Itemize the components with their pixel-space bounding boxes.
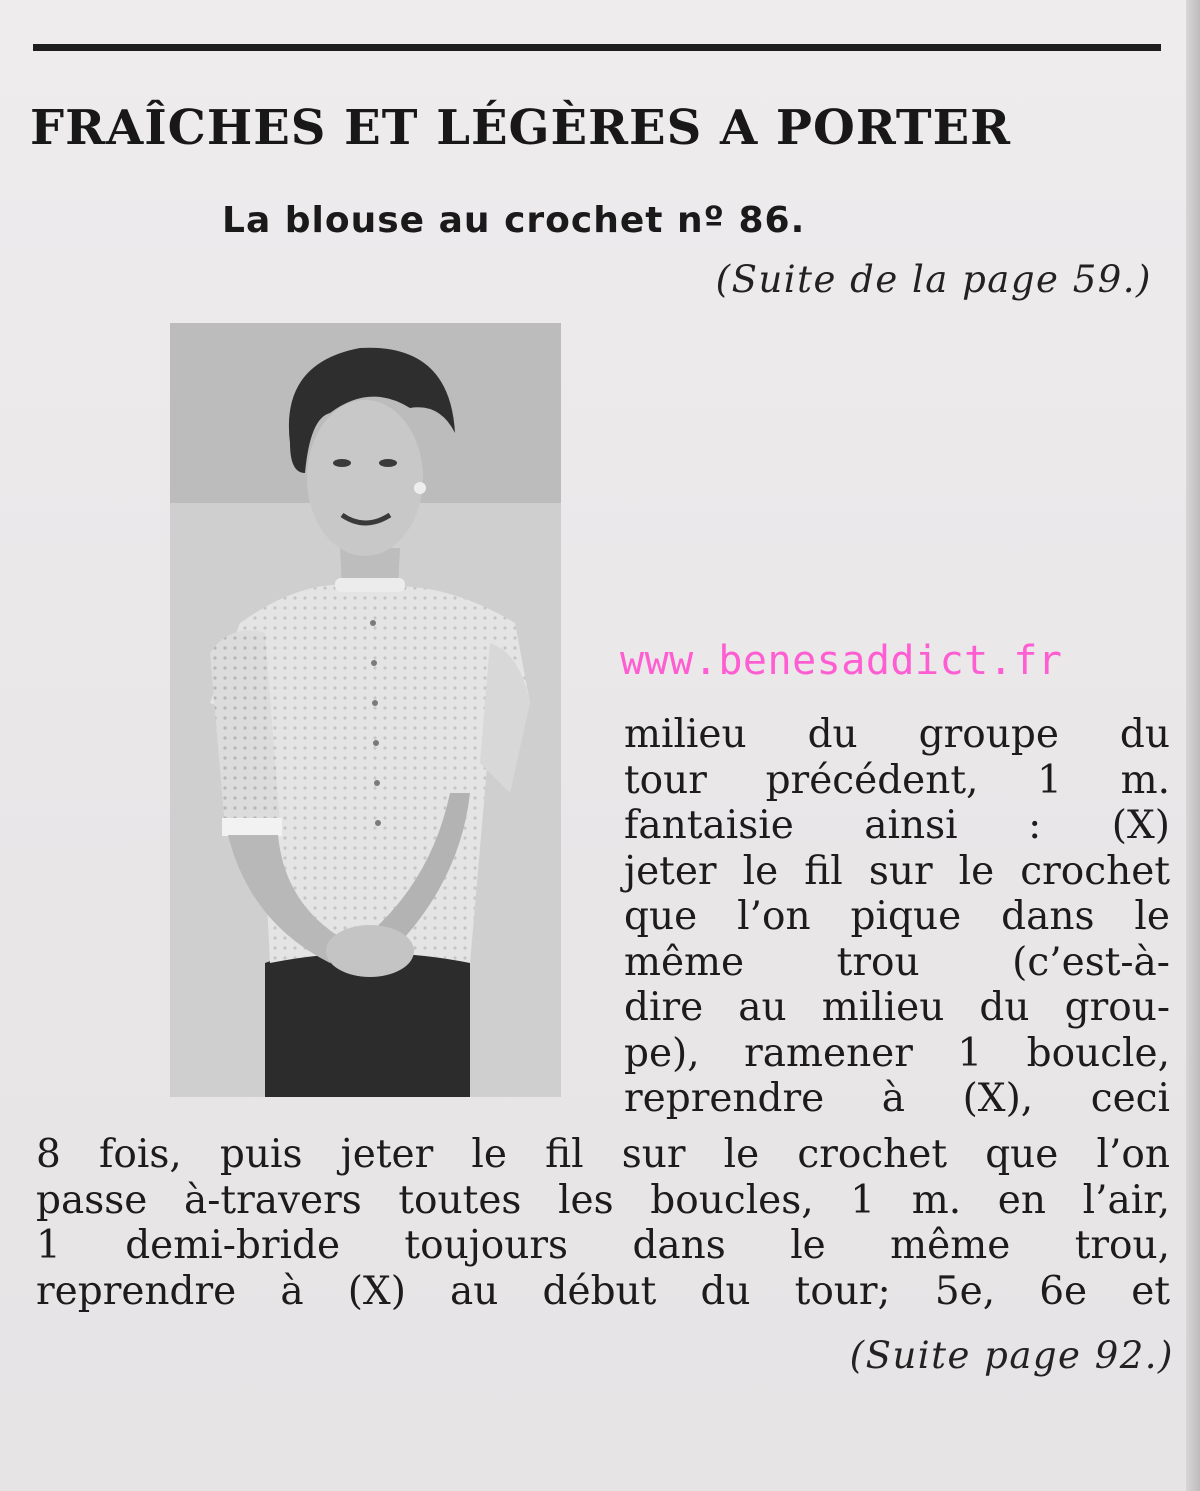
top-rule	[33, 44, 1161, 51]
column-text-line: même trou (c’est-à-	[624, 939, 1170, 985]
column-text-line: dire au milieu du grou-	[624, 985, 1170, 1030]
full-width-text-block	[36, 1132, 1170, 1314]
column-text-line: reprendre à (X), ceci	[624, 1076, 1170, 1121]
page-edge-shadow	[1186, 0, 1200, 1491]
full-text-line: 8 fois, puis jeter le fil sur le crochet que l’on	[36, 1132, 1170, 1177]
full-text-line: reprendre à (X) au début du tour; 5e, 6e et	[36, 1268, 1170, 1314]
woman-in-crochet-blouse-photo	[170, 323, 561, 1097]
subtitle: La blouse au crochet nº 86.	[222, 200, 806, 241]
column-text-line: que l’on pique dans le	[624, 894, 1170, 939]
column-text-line: pe), ramener 1 boucle,	[624, 1030, 1170, 1076]
column-text-line: tour précédent, 1 m.	[624, 757, 1170, 803]
column-text-line: jeter le fil sur le crochet	[624, 848, 1170, 894]
column-text-line: fantaisie ainsi : (X)	[624, 803, 1170, 848]
full-text-line: 1 demi-bride toujours dans le même trou,	[36, 1223, 1170, 1268]
column-text-block	[624, 712, 1170, 1122]
continued-to-note: (Suite page 92.)	[849, 1334, 1174, 1377]
full-text-line: passe à-travers toutes les boucles, 1 m. en l’air,	[36, 1177, 1170, 1223]
column-text-line: milieu du groupe du	[624, 712, 1170, 757]
watermark-text: www.benesaddict.fr	[620, 638, 1063, 684]
headline: FRAÎCHES ET LÉGÈRES A PORTER	[30, 100, 1012, 156]
continued-from-note: (Suite de la page 59.)	[715, 258, 1152, 301]
